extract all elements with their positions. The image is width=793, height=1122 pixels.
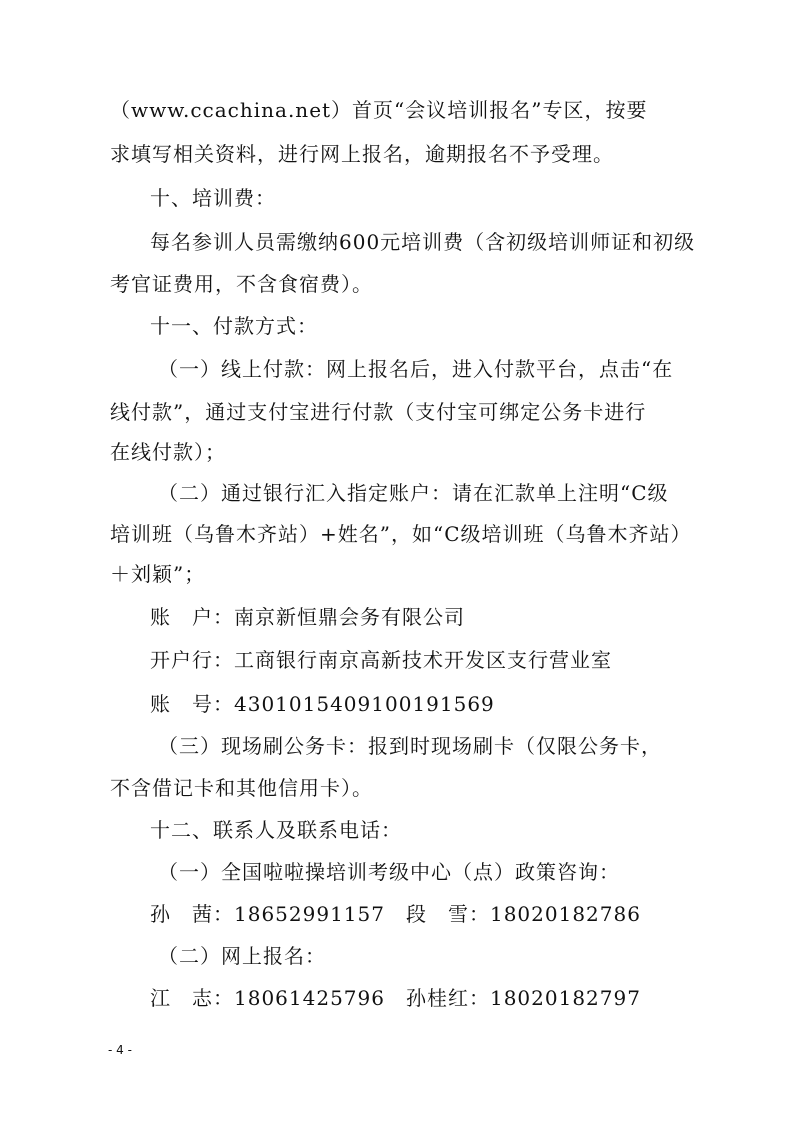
paragraph-line: 不含借记卡和其他信用卡）。 <box>110 776 373 800</box>
bank-line: 开户行：工商银行南京高新技术开发区支行营业室 <box>150 648 612 672</box>
paragraph-line: （www.ccachina.net）首页“会议培训报名”专区，按要 <box>110 98 648 122</box>
paragraph-line: （一）线上付款：网上报名后，进入付款平台，点击“在 <box>158 357 674 381</box>
paragraph-line: ＋刘颖”； <box>110 562 206 586</box>
paragraph-line: （三）现场刷公务卡：报到时现场刷卡（仅限公务卡， <box>158 734 662 758</box>
paragraph-line: 求填写相关资料，进行网上报名，逾期报名不予受理。 <box>110 142 614 166</box>
paragraph-line: （一）全国啦啦操培训考级中心（点）政策咨询： <box>158 860 620 884</box>
paragraph-line: （二）通过银行汇入指定账户：请在汇款单上注明“C级 <box>158 481 669 505</box>
contact-line: 江 志：18061425796 孙桂红：18020182797 <box>150 986 641 1010</box>
section-heading-contacts: 十二、联系人及联系电话： <box>150 818 402 842</box>
paragraph-line: 考官证费用，不含食宿费）。 <box>110 272 373 296</box>
paragraph-line: （二）网上报名： <box>158 944 326 968</box>
contact-line: 孙 茜：18652991157 段 雪：18020182786 <box>150 902 641 926</box>
paragraph-line: 培训班（乌鲁木齐站）+姓名”，如“C级培训班（乌鲁木齐站） <box>110 522 692 546</box>
section-heading-training-fee: 十、培训费： <box>150 186 276 210</box>
paragraph-line: 在线付款）； <box>110 440 226 464</box>
section-heading-payment: 十一、付款方式： <box>150 314 318 338</box>
account-number-line: 账 号：4301015409100191569 <box>150 692 495 716</box>
paragraph-line: 每名参训人员需缴纳600元培训费（含初级培训师证和初级 <box>150 230 696 254</box>
page-number: - 4 - <box>108 1043 132 1057</box>
paragraph-line: 线付款”，通过支付宝进行付款（支付宝可绑定公务卡进行 <box>110 400 647 424</box>
account-name-line: 账 户：南京新恒鼎会务有限公司 <box>150 605 465 629</box>
